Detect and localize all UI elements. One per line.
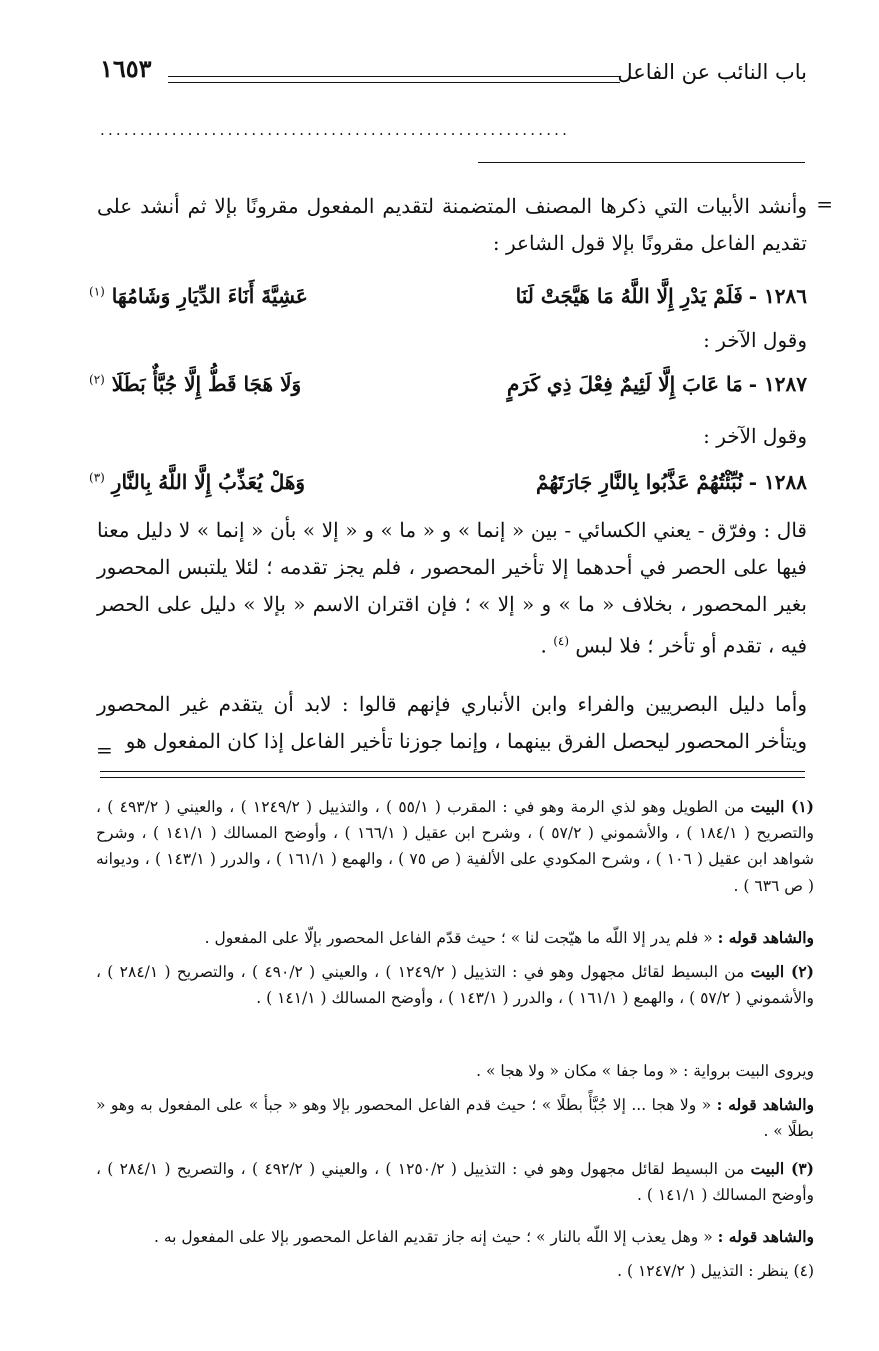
footnote-lead: (٢) البيت xyxy=(750,962,814,981)
witness-lead: والشاهد قوله : xyxy=(717,928,814,947)
basrians-paragraph: وأما دليل البصريين والفراء وابن الأنباري فإنهم قالوا : لابد أن يتقدم غير المحصور ويتأخر المحصور ليحصل الفرق بينهما ، وإنما جوزنا تأخير الفاعل إذا كان المفعول هو xyxy=(97,692,807,753)
verse-hemistich-first: مَا عَابَ إِلَّا لَئِيمٌ فِعْلَ ذِي كَرَمٍ xyxy=(507,372,743,396)
footnote-rule xyxy=(100,777,805,778)
footnote-2 xyxy=(96,959,814,1011)
kisai-paragraph xyxy=(97,512,807,665)
footnote-2-witness xyxy=(96,1092,814,1144)
verse-1286 xyxy=(89,284,807,308)
footnote-1-witness xyxy=(96,925,814,951)
paragraph-end: . xyxy=(540,633,547,658)
footnote-text: من الطويل وهو لذي الرمة وهو في : المقرب ( ٥٥/١ ) ، والتذييل ( ١٢٤٩/٢ ) ، والعيني ( ٤٩٣/٢ ) ، والتصريح ( ١٨٤/١ ) ، والأشموني ( ٥٧/٢ ) ، وشرح ابن عقيل ( ١٦٦/١ ) ، وأوضح المسالك ( ١٤١/١ ) ، وشرح شواهد ابن عقيل ( ١٠٦ ) ، وشرح المكودي على الألفية ( ص ٧٥ ) ، والهمع ( ١٦١/١ ) ، والدرر ( ١٤٣/١ ) ، وديوانه ( ص ٦٣٦ ) . xyxy=(96,798,815,895)
other-poet-intro: وقول الآخر : xyxy=(703,328,807,352)
intro-paragraph: وأنشد الأبيات التي ذكرها المصنف المتضمنة لتقديم المفعول مقرونًا بإلا ثم أنشد على تقديم الفاعل مقرونًا بإلا قول الشاعر : xyxy=(97,194,807,255)
footnote-3-witness xyxy=(96,1224,814,1250)
paragraph-text: قال : وفرّق - يعني الكسائي - بين « إنما » و « ما » و « إلا » بأن « إنما » لا دليل معنا فيها على الحصر في أحدهما إلا تأخير المحصور ، فلم يجز تقدمه ؛ لئلا يلتبس المحصور بغير المحصور ، بخلاف « ما » و « إلا » ؛ فإن اقتران الاسم « بإلا » دليل على الحصر فيه ، تقدم أو تأخر ؛ فلا لبس xyxy=(97,518,807,658)
header-rule xyxy=(168,82,620,83)
footnote-2-variant: ويروى البيت برواية : « وما جفا » مكان « ولا هجا » . xyxy=(476,1062,814,1080)
footnote-marker: (١) xyxy=(89,284,105,299)
witness-text: « فلم يدر إلا اللّه ما هيّجت لنا » ؛ حيث قدّم الفاعل المحصور بإلّا على المفعول . xyxy=(204,929,713,947)
footnote-marker: (٢) xyxy=(89,372,105,387)
verse-number: ١٢٨٧ - xyxy=(748,372,807,396)
footnote-lead: (١) البيت xyxy=(750,797,814,816)
footnote-marker: (٣) xyxy=(89,470,105,485)
witness-text: « وهل يعذب إلا اللّه بالنار » ؛ حيث إنه جاز تقديم الفاعل المحصور بإلا على المفعول به . xyxy=(154,1228,713,1246)
verse-hemistich-second: عَشِيَّةَ أَنَاءَ الدِّيَارِ وَشَامُهَا xyxy=(111,284,308,308)
other-poet-intro: وقول الآخر : xyxy=(703,424,807,448)
page-number: ١٦٥٣ xyxy=(100,54,152,83)
witness-lead: والشاهد قوله : xyxy=(717,1227,814,1246)
witness-text: « ولا هجا ... إلا جُبَّأً بطلًا » ؛ حيث قدم الفاعل المحصور بإلا وهو « جبأ » على المفعول به وهو « بطلًا » . xyxy=(96,1096,814,1141)
verse-hemistich-first: نُبِّئْتُهُمْ عَذَّبُوا بِالنَّارِ جَارَتَهُمْ xyxy=(536,470,743,494)
verse-1287 xyxy=(89,372,807,396)
verse-hemistich-second: وَهَلْ يُعَذِّبُ إِلَّا اللَّهُ بِالنَّارِ xyxy=(111,470,306,494)
footnote-1 xyxy=(96,794,814,899)
verse-1288 xyxy=(89,470,807,494)
footnote-4: (٤) ينظر : التذييل ( ١٢٤٧/٢ ) . xyxy=(617,1262,814,1280)
verse-number: ١٢٨٨ - xyxy=(748,470,807,494)
short-rule xyxy=(478,162,805,163)
continuation-mark-top: = xyxy=(816,192,833,216)
dotted-separator: ........................................................... xyxy=(100,121,571,139)
footnote-text: من البسيط لقائل مجهول وهو في : التذييل ( ١٢٥٠/٢ ) ، والعيني ( ٤٩٢/٢ ) ، والتصريح ( ٢٨٤/١ ) ، وأوضح المسالك ( ١٤١/١ ) . xyxy=(96,1160,814,1205)
header-rule xyxy=(168,76,620,77)
footnote-rule xyxy=(100,771,805,772)
witness-lead: والشاهد قوله : xyxy=(716,1095,814,1114)
verse-number: ١٢٨٦ - xyxy=(748,284,807,308)
running-header-title: باب النائب عن الفاعل xyxy=(617,60,807,84)
continuation-mark-bottom: = xyxy=(96,738,113,762)
verse-hemistich-second: وَلَا هَجَا قَطُّ إِلَّا جُبَّأٌ بَطَلَا xyxy=(111,372,302,396)
footnote-3 xyxy=(96,1156,814,1208)
footnote-lead: (٣) البيت xyxy=(750,1159,814,1178)
verse-hemistich-first: فَلَمْ يَدْرِ إِلَّا اللَّهُ مَا هَيَّجَتْ لَنَا xyxy=(515,284,743,308)
footnote-marker: (٤) xyxy=(553,634,570,648)
footnote-text: من البسيط لقائل مجهول وهو في : التذييل ( ١٢٤٩/٢ ) ، والعيني ( ٤٩٠/٢ ) ، والتصريح ( ٢٨٤/١ ) ، والأشموني ( ٥٧/٢ ) ، والهمع ( ١٦١/١ ) ، والدرر ( ١٤٣/١ ) ، وأوضح المسالك ( ١٤١/١ ) . xyxy=(96,963,814,1008)
